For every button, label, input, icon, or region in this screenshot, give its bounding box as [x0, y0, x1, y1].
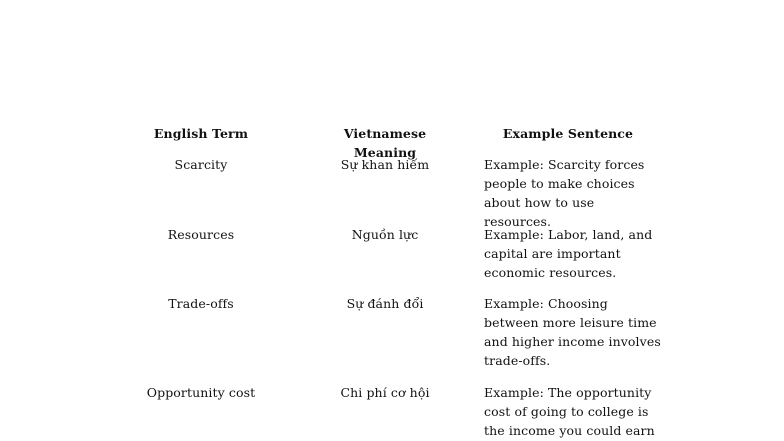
row-1-example: Example: Scarcity forces people to make choices about how to use resources.	[484, 157, 645, 229]
row-4-meaning: Chi phí cơ hội	[340, 385, 430, 400]
header-example-sentence: Example Sentence	[502, 126, 634, 141]
header-vietnamese-meaning: Vietnamese Meaning	[343, 126, 427, 160]
row-4-term: Opportunity cost	[146, 385, 256, 400]
row-2-term: Resources	[167, 227, 235, 242]
row-3-meaning: Sự đánh đổi	[346, 296, 424, 311]
row-3-example: Example: Choosing between more leisure time and higher income involves trade-offs.	[484, 296, 661, 368]
row-1-term: Scarcity	[174, 157, 228, 172]
row-2-meaning: Nguồn lực	[351, 227, 419, 242]
row-4-example: Example: The opportunity cost of going to college is the income you could earn	[484, 385, 655, 438]
row-2-example: Example: Labor, land, and capital are important economic resources.	[484, 227, 653, 280]
row-1-meaning: Sự khan hiếm	[340, 157, 430, 172]
row-3-term: Trade-offs	[168, 296, 234, 311]
header-english-term: English Term	[153, 126, 249, 141]
